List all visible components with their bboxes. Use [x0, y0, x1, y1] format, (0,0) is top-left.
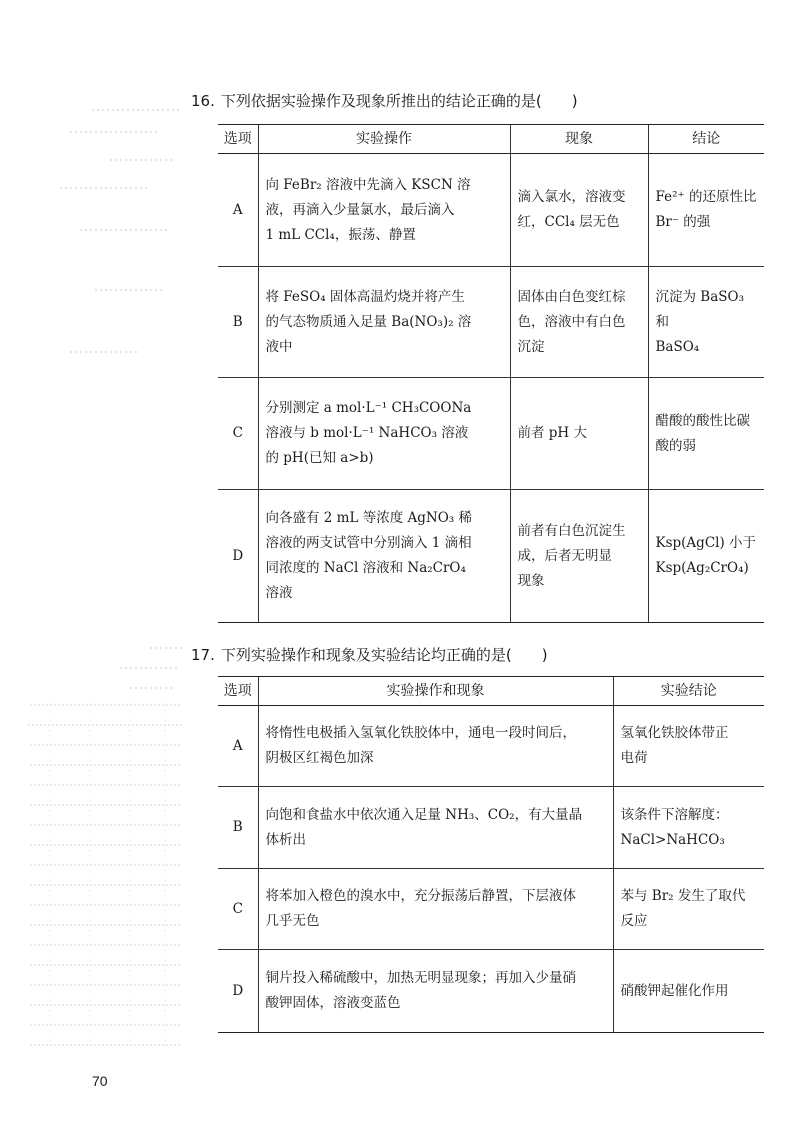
- q16-header-conclusion: 结论: [648, 125, 764, 154]
- q16-b-op-line2: 的气态物质通入足量 Ba(NO₃)₂ 溶: [265, 313, 472, 330]
- q16-d-ph-line3: 现象: [517, 572, 545, 589]
- q16-b-ph-line3: 沉淀: [517, 338, 545, 355]
- q17-a-op-line2: 阴极区红褐色加深: [265, 750, 374, 766]
- q16-table: [218, 124, 764, 623]
- q16-header-operation: 实验操作: [258, 125, 510, 154]
- q16-d-op-line3: 同浓度的 NaCl 溶液和 Na₂CrO₄: [265, 560, 466, 576]
- q16-stem-text: 下列依据实验操作及现象所推出的结论正确的是( ): [220, 92, 578, 110]
- q16-a-op-line1: 向 FeBr₂ 溶液中先滴入 KSCN 溶: [265, 176, 471, 193]
- q17-b-op-line1: 向饱和食盐水中依次通入足量 NH₃、CO₂，有大量晶: [265, 806, 583, 823]
- q17-table: [218, 676, 764, 1033]
- q17-row-d-operation: [258, 950, 613, 1033]
- q17-row-d: [218, 950, 764, 1033]
- q17-row-d-conclusion: [613, 950, 764, 1033]
- q16-d-op-line4: 溶液: [265, 585, 293, 601]
- page-number: 70: [92, 1073, 108, 1089]
- q17-stem-text: 下列实验操作和现象及实验结论均正确的是( ): [220, 646, 548, 664]
- q16-b-op-line1: 将 FeSO₄ 固体高温灼烧并将产生: [265, 288, 465, 305]
- q17-c-op-line1: 将苯加入橙色的溴水中，充分振荡后静置，下层液体: [265, 888, 576, 904]
- q17-d-op-line1: 铜片投入稀硫酸中，加热无明显现象；再加入少量硝: [265, 970, 576, 986]
- q16-b-op-line3: 液中: [265, 338, 293, 355]
- q16-d-op-line1: 向各盛有 2 mL 等浓度 AgNO₃ 稀: [265, 510, 472, 526]
- q17-row-b: [218, 787, 764, 869]
- q17-header-conclusion: 实验结论: [613, 677, 764, 706]
- q16-row-b-phenomenon: [510, 267, 648, 378]
- q16-row-d-phenomenon: [510, 490, 648, 623]
- q17-c-co-line1: 苯与 Br₂ 发生了取代: [620, 888, 746, 904]
- q16-d-ph-line1: 前者有白色沉淀生: [517, 522, 626, 539]
- q17-header-operation: 实验操作和现象: [258, 677, 613, 706]
- q17-row-c-option: C: [218, 869, 258, 950]
- q17-row-c: [218, 869, 764, 950]
- q17-c-op-line2: 几乎无色: [265, 913, 320, 929]
- q16-header-row: [218, 125, 764, 154]
- q17-row-a-operation: [258, 706, 613, 787]
- q17-row-c-conclusion: [613, 869, 764, 950]
- q16-row-b-operation: [258, 267, 510, 378]
- q16-c-co-line1: 醋酸的酸性比碳: [655, 412, 750, 429]
- q16-row-a-option: A: [218, 154, 258, 267]
- q16-c-op-line2: 溶液与 b mol·L⁻¹ NaHCO₃ 溶液: [265, 425, 469, 441]
- q16-a-co-line2: Br⁻ 的强: [655, 214, 711, 230]
- q17-row-a: [218, 706, 764, 787]
- q16-b-co-line1: 沉淀为 BaSO₃ 和: [655, 288, 744, 330]
- q17-row-a-option: A: [218, 706, 258, 787]
- q16-a-co-line1: Fe²⁺ 的还原性比: [655, 189, 757, 205]
- q17-number: 17.: [191, 646, 215, 664]
- q16-b-ph-line1: 固体由白色变红棕: [517, 288, 626, 305]
- q16-row-c-phenomenon: [510, 378, 648, 490]
- q17-row-a-conclusion: [613, 706, 764, 787]
- q17-stem: [191, 645, 548, 665]
- q16-row-a-phenomenon: [510, 154, 648, 267]
- q16-c-co-line2: 酸的弱: [655, 437, 696, 454]
- q16-header-option: 选项: [218, 125, 258, 154]
- q17-a-op-line1: 将惰性电极插入氢氧化铁胶体中，通电一段时间后，: [265, 725, 576, 741]
- q17-header-option: 选项: [218, 677, 258, 706]
- q16-row-c: [218, 378, 764, 490]
- q16-b-ph-line2: 色，溶液中有白色: [517, 313, 626, 330]
- q16-row-c-operation: [258, 378, 510, 490]
- q16-row-c-conclusion: [648, 378, 764, 490]
- q16-c-ph-line1: 前者 pH 大: [517, 425, 587, 441]
- q17-a-co-line1: 氢氧化铁胶体带正: [620, 725, 729, 741]
- q17-row-b-operation: [258, 787, 613, 869]
- q16-d-co-line1: Ksp(AgCl) 小于: [655, 535, 757, 551]
- q16-row-b: [218, 267, 764, 378]
- q16-row-a-conclusion: [648, 154, 764, 267]
- q16-row-a-operation: [258, 154, 510, 267]
- q17-header-row: [218, 677, 764, 706]
- q17-d-co-line1: 硝酸钾起催化作用: [620, 982, 729, 999]
- q16-a-op-line2: 液，再滴入少量氯水，最后滴入: [265, 201, 455, 218]
- q16-header-phenomenon: 现象: [510, 125, 648, 154]
- q16-row-c-option: C: [218, 378, 258, 490]
- q17-a-co-line2: 电荷: [620, 750, 648, 766]
- q16-row-d-operation: [258, 490, 510, 623]
- q16-row-b-conclusion: [648, 267, 764, 378]
- q17-b-co-line1: 该条件下溶解度：: [620, 806, 729, 823]
- q17-b-op-line2: 体析出: [265, 831, 306, 848]
- q16-a-op-line3: 1 mL CCl₄，振荡、静置: [265, 226, 416, 243]
- q17-row-b-option: B: [218, 787, 258, 869]
- q17-row-d-option: D: [218, 950, 258, 1033]
- q16-b-co-line2: BaSO₄: [655, 338, 700, 355]
- q17-c-co-line2: 反应: [620, 913, 648, 929]
- q16-a-ph-line2: 红，CCl₄ 层无色: [517, 214, 620, 230]
- q16-stem: [191, 91, 578, 111]
- q16-row-d: [218, 490, 764, 623]
- q16-c-op-line3: 的 pH(已知 a>b): [265, 450, 374, 466]
- q16-row-d-option: D: [218, 490, 258, 623]
- q17-b-co-line2: NaCl>NaHCO₃: [620, 831, 725, 848]
- q16-d-ph-line2: 成，后者无明显: [517, 547, 612, 564]
- q17-row-c-operation: [258, 869, 613, 950]
- q16-d-op-line2: 溶液的两支试管中分别滴入 1 滴相: [265, 535, 472, 551]
- q16-row-d-conclusion: [648, 490, 764, 623]
- q16-row-a: [218, 154, 764, 267]
- q16-d-co-line2: Ksp(Ag₂CrO₄): [655, 560, 749, 576]
- q17-row-b-conclusion: [613, 787, 764, 869]
- q16-c-op-line1: 分别测定 a mol·L⁻¹ CH₃COONa: [265, 400, 472, 416]
- q17-d-op-line2: 酸钾固体，溶液变蓝色: [265, 995, 401, 1011]
- q16-a-ph-line1: 滴入氯水，溶液变: [517, 189, 626, 205]
- q16-row-b-option: B: [218, 267, 258, 378]
- q16-number: 16.: [191, 92, 215, 110]
